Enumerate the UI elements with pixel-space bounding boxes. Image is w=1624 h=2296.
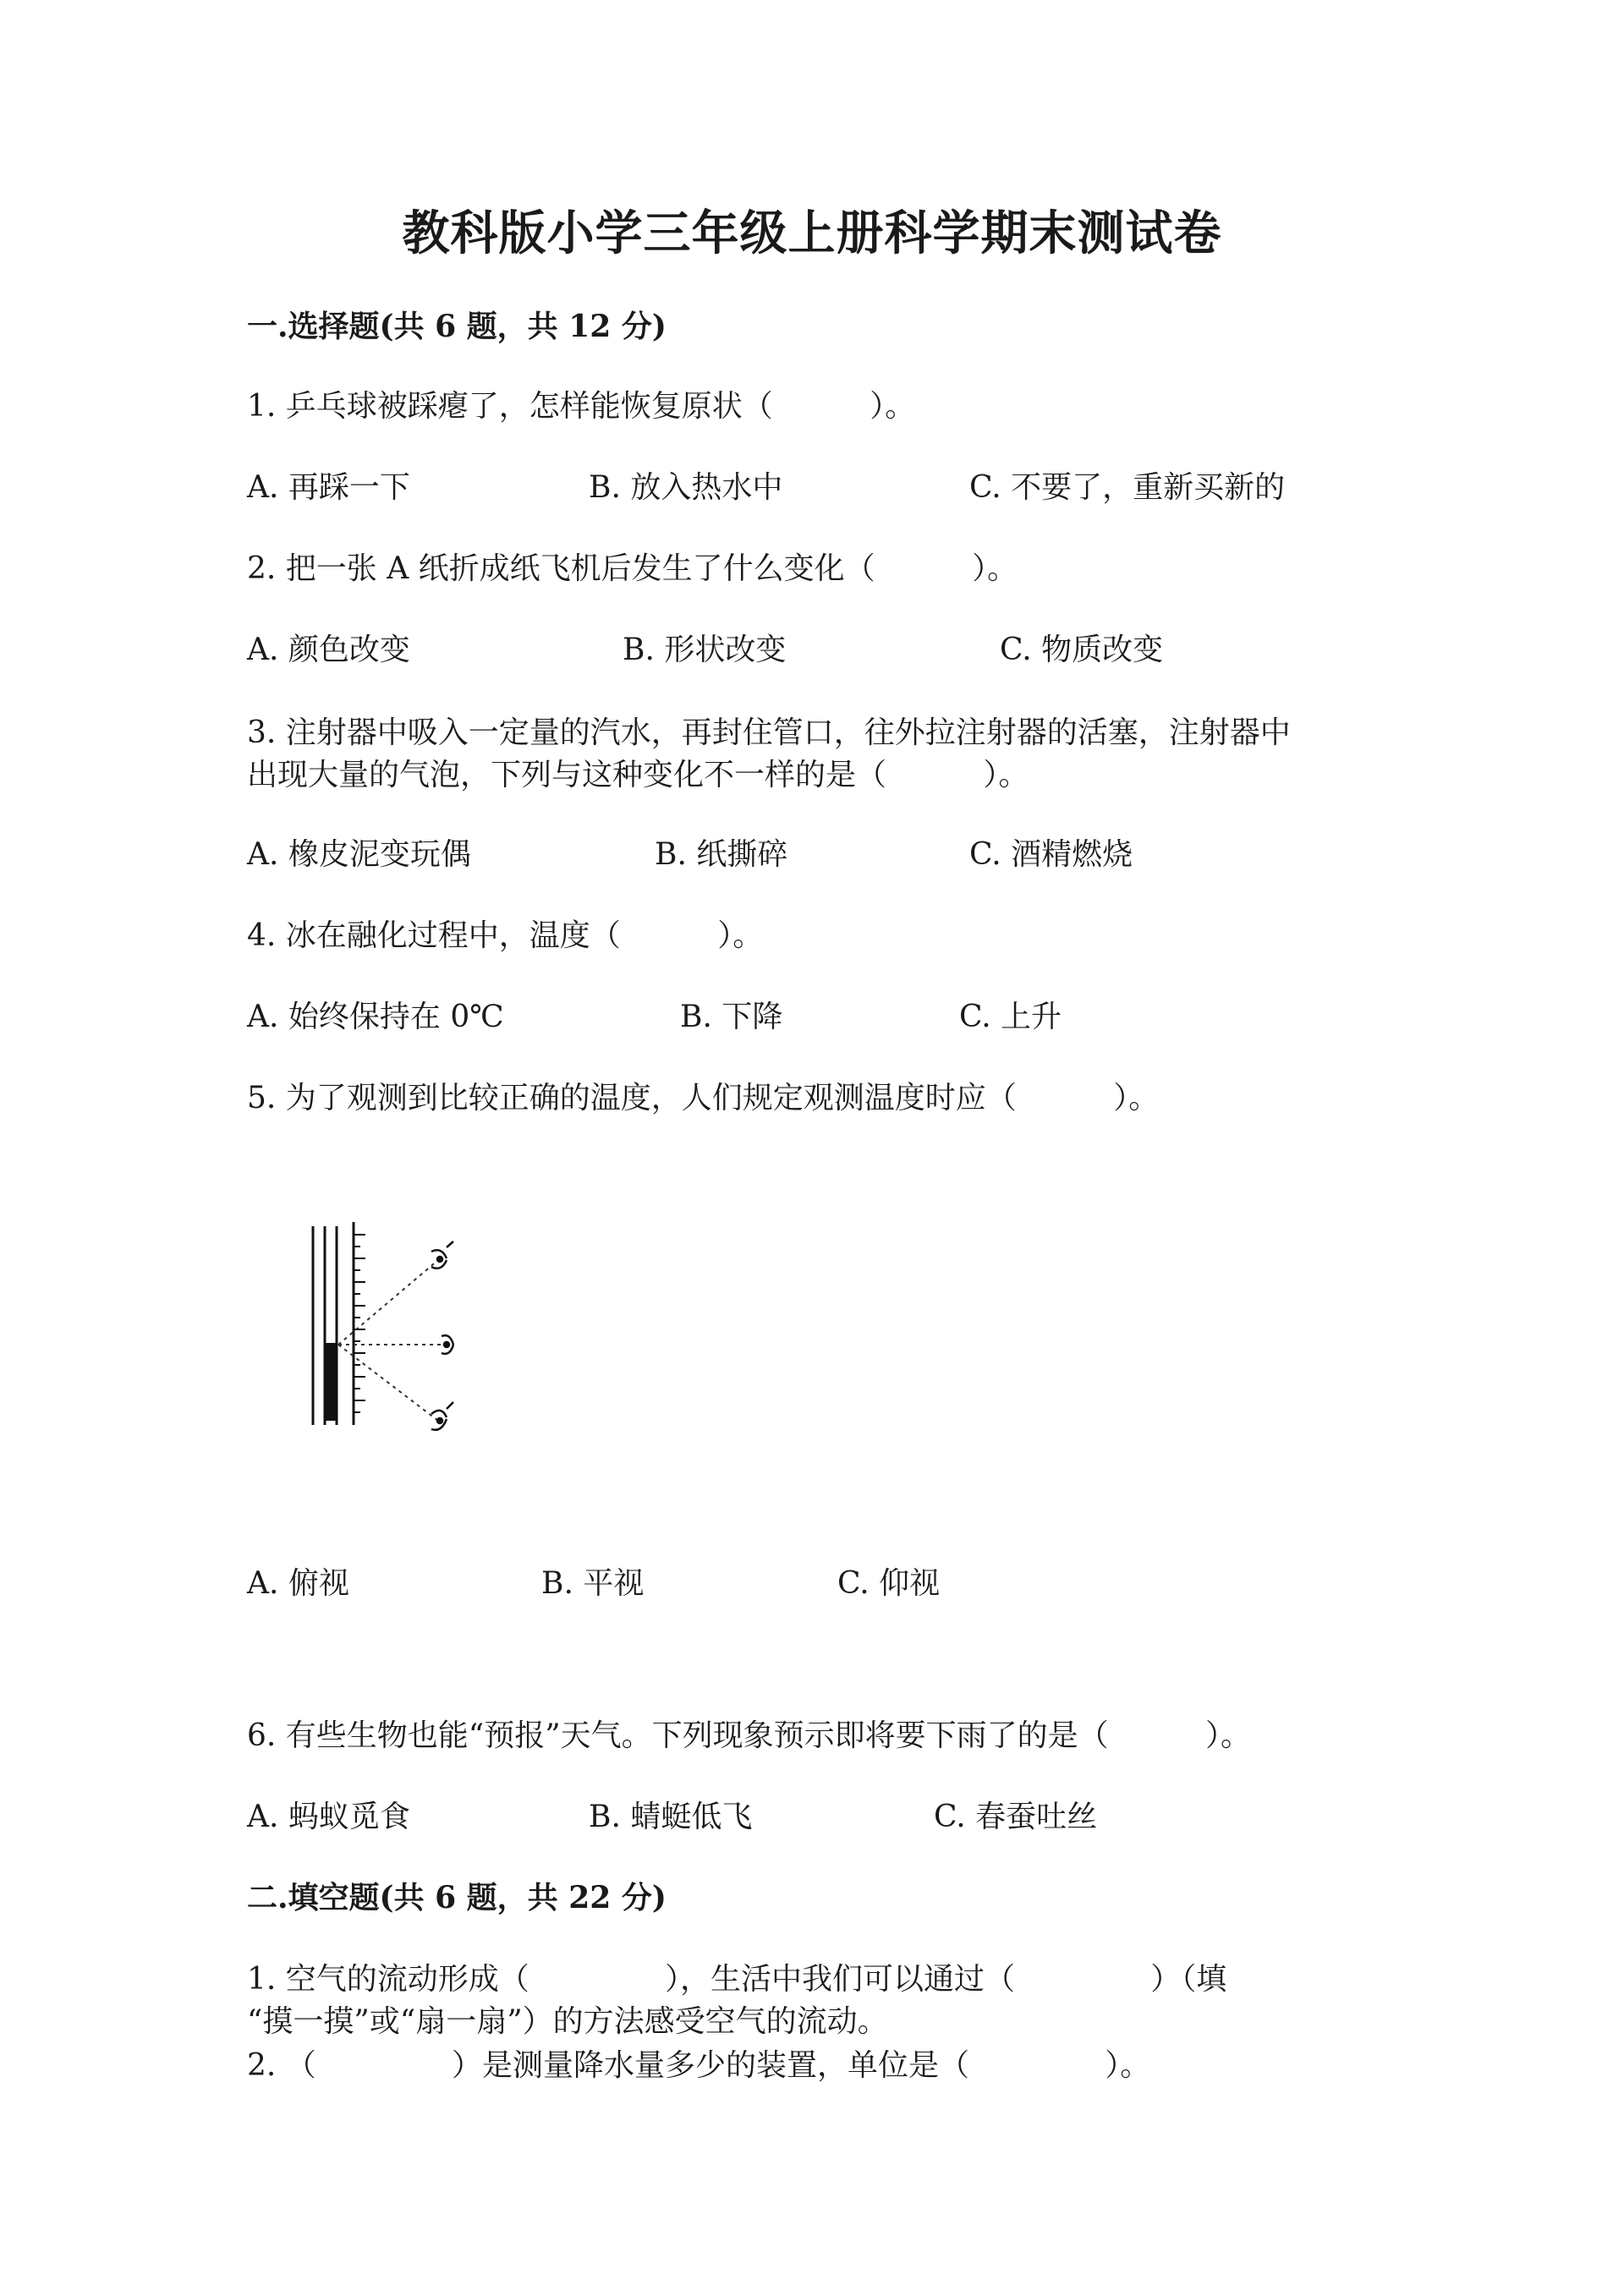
question-1-option-b: B. 放入热水中 <box>589 470 783 505</box>
question-6-option-b: B. 蜻蜓低飞 <box>589 1800 753 1834</box>
question-3-option-a: A. 橡皮泥变玩偶 <box>247 837 471 872</box>
question-5-text: 5. 为了观测到比较正确的温度，人们规定观测温度时应（ ）。 <box>247 1081 1160 1115</box>
thermometer-viewing-angle-figure <box>304 1218 491 1438</box>
question-4-option-c: C. 上升 <box>959 1000 1062 1034</box>
section-heading-fill-in: 二.填空题(共 6 题，共 22 分) <box>247 1880 667 1915</box>
question-6-text: 6. 有些生物也能“预报”天气。下列现象预示即将要下雨了的是（ ）。 <box>247 1718 1252 1753</box>
question-1-option-c: C. 不要了，重新买新的 <box>969 470 1286 505</box>
question-2-option-c: C. 物质改变 <box>1000 633 1164 667</box>
question-4-option-a: A. 始终保持在 0℃ <box>247 1000 504 1034</box>
question-1-option-a: A. 再踩一下 <box>247 470 410 505</box>
question-5-option-b: B. 平视 <box>541 1566 645 1601</box>
section-heading-multiple-choice: 一.选择题(共 6 题，共 12 分) <box>247 309 667 344</box>
question-4-option-b: B. 下降 <box>680 1000 783 1034</box>
question-3-option-b: B. 纸撕碎 <box>655 837 788 872</box>
fill-question-1-line1: 1. 空气的流动形成（ ），生活中我们可以通过（ ）（填 <box>247 1962 1227 1997</box>
fill-question-2: 2. （ ）是测量降水量多少的装置，单位是（ ）。 <box>247 2048 1151 2083</box>
question-3-text-line2: 出现大量的气泡，下列与这种变化不一样的是（ ）。 <box>247 758 1029 792</box>
question-1-text: 1. 乒乓球被踩瘪了，怎样能恢复原状（ ）。 <box>247 389 916 424</box>
eye-bottom-icon <box>431 1402 453 1430</box>
question-4-text: 4. 冰在融化过程中，温度（ ）。 <box>247 918 764 953</box>
question-6-option-a: A. 蚂蚁觅食 <box>247 1800 410 1834</box>
question-3-text-line1: 3. 注射器中吸入一定量的汽水，再封住管口，往外拉注射器的活塞，注射器中 <box>247 715 1291 750</box>
fill-question-1-line2: “摸一摸”或“扇一扇”）的方法感受空气的流动。 <box>247 2004 888 2039</box>
question-6-option-c: C. 春蚕吐丝 <box>934 1800 1098 1834</box>
question-3-option-c: C. 酒精燃烧 <box>969 837 1133 872</box>
page-title: 教科版小学三年级上册科学期末测试卷 <box>402 205 1222 261</box>
question-2-option-a: A. 颜色改变 <box>247 633 410 667</box>
question-5-option-a: A. 俯视 <box>247 1566 349 1601</box>
question-5-option-c: C. 仰视 <box>837 1566 941 1601</box>
thermometer-liquid-column <box>326 1343 337 1421</box>
eye-middle-icon <box>442 1335 453 1354</box>
question-2-option-b: B. 形状改变 <box>623 633 787 667</box>
question-2-text: 2. 把一张 A 纸折成纸飞机后发生了什么变化（ ）。 <box>247 551 1018 586</box>
eye-top-icon <box>431 1241 453 1269</box>
